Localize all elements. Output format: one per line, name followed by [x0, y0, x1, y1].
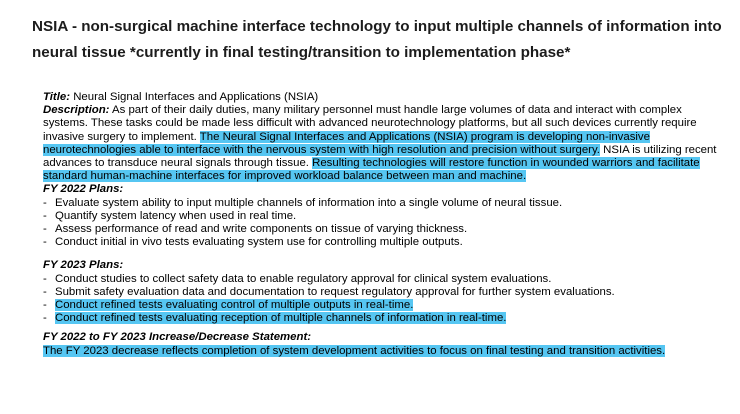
bullet-dash: - — [43, 236, 47, 249]
fy2022-plan-list — [43, 197, 723, 250]
fy2023-plan-item — [43, 286, 723, 299]
fy2022-section — [43, 183, 723, 249]
fy2022-plan-item — [43, 223, 723, 236]
fy2023-section — [43, 259, 723, 325]
fy2023-plan-item — [43, 273, 723, 286]
description-highlight-1: The Neural Signal Interfaces and Applications (NSIA) program is developing non-invasive neurotechnologies able to interface with the nervous system with high resolution and precision without surgery. — [43, 130, 650, 156]
description-text-2: NSIA is utilizing recent advances to transduce neural signals through tissue. — [43, 143, 717, 170]
bullet-dash: - — [43, 272, 47, 285]
doc-title-row — [43, 91, 723, 104]
bullet-dash: - — [43, 209, 47, 222]
fy2022-plan-item — [43, 210, 723, 223]
fy2022-plan-item-text: Evaluate system ability to input multiple channels of information into a single volume of neural tissue. — [55, 196, 563, 209]
statement-paragraph — [43, 345, 723, 358]
fy2022-plan-item-text: Quantify system latency when used in real time. — [55, 209, 297, 222]
description-text-1: As part of their daily duties, many military personnel must handle large volumes of data and interact with complex systems. These tasks could be made less difficult with advanced neurotechnology platforms, but all such devices currently require invasive surgery to implement. — [43, 104, 697, 143]
bullet-dash: - — [43, 312, 47, 325]
fy2022-heading: FY 2022 Plans: — [43, 183, 124, 196]
doc-description — [43, 104, 723, 183]
fy2022-plan-item-text: Conduct initial in vivo tests evaluating system use for controlling multiple outputs. — [55, 236, 463, 249]
fy2022-plan-item-text: Assess performance of read and write components on tissue of varying thickness. — [55, 223, 468, 236]
fy2023-plan-item-text: Conduct studies to collect safety data to enable regulatory approval for clinical system evaluations. — [55, 272, 552, 285]
fy2023-plan-item — [43, 299, 723, 312]
description-highlight-2: Resulting technologies will restore function in wounded warriors and facilitate standard human-machine interfaces for improved workload balance between man and machine. — [43, 157, 700, 183]
fy2022-plan-item — [43, 197, 723, 210]
fy2023-heading: FY 2023 Plans: — [43, 259, 124, 272]
description-label: Description: — [43, 104, 110, 117]
fy2022-plan-item — [43, 236, 723, 249]
doc-title-label: Title: — [43, 91, 71, 103]
bullet-dash: - — [43, 196, 47, 209]
bullet-dash: - — [43, 223, 47, 236]
fy2023-plan-item-text: Submit safety evaluation data and documentation to request regulatory approval for further system evaluations. — [55, 285, 615, 298]
bullet-dash: - — [43, 299, 47, 312]
doc-title-value: Neural Signal Interfaces and Applications (NSIA) — [73, 91, 319, 103]
post-title: NSIA - non-surgical machine interface technology to input multiple channels of information into neural tissue *currently in final testing/transition to implementation phase* — [32, 18, 722, 61]
bullet-dash: - — [43, 285, 47, 298]
document-excerpt — [43, 91, 723, 358]
fy2023-plan-item — [43, 312, 723, 325]
statement-section — [43, 331, 723, 357]
fy2023-plan-list — [43, 273, 723, 326]
fy2023-plan-item-text: Conduct refined tests evaluating control of multiple outputs in real-time. — [55, 299, 414, 312]
statement-heading: FY 2022 to FY 2023 Increase/Decrease Statement: — [43, 331, 312, 344]
fy2023-plan-item-text: Conduct refined tests evaluating reception of multiple channels of information in real-time. — [55, 312, 507, 325]
statement-text: The FY 2023 decrease reflects completion of system development activities to focus on final testing and transition activities. — [43, 344, 666, 357]
